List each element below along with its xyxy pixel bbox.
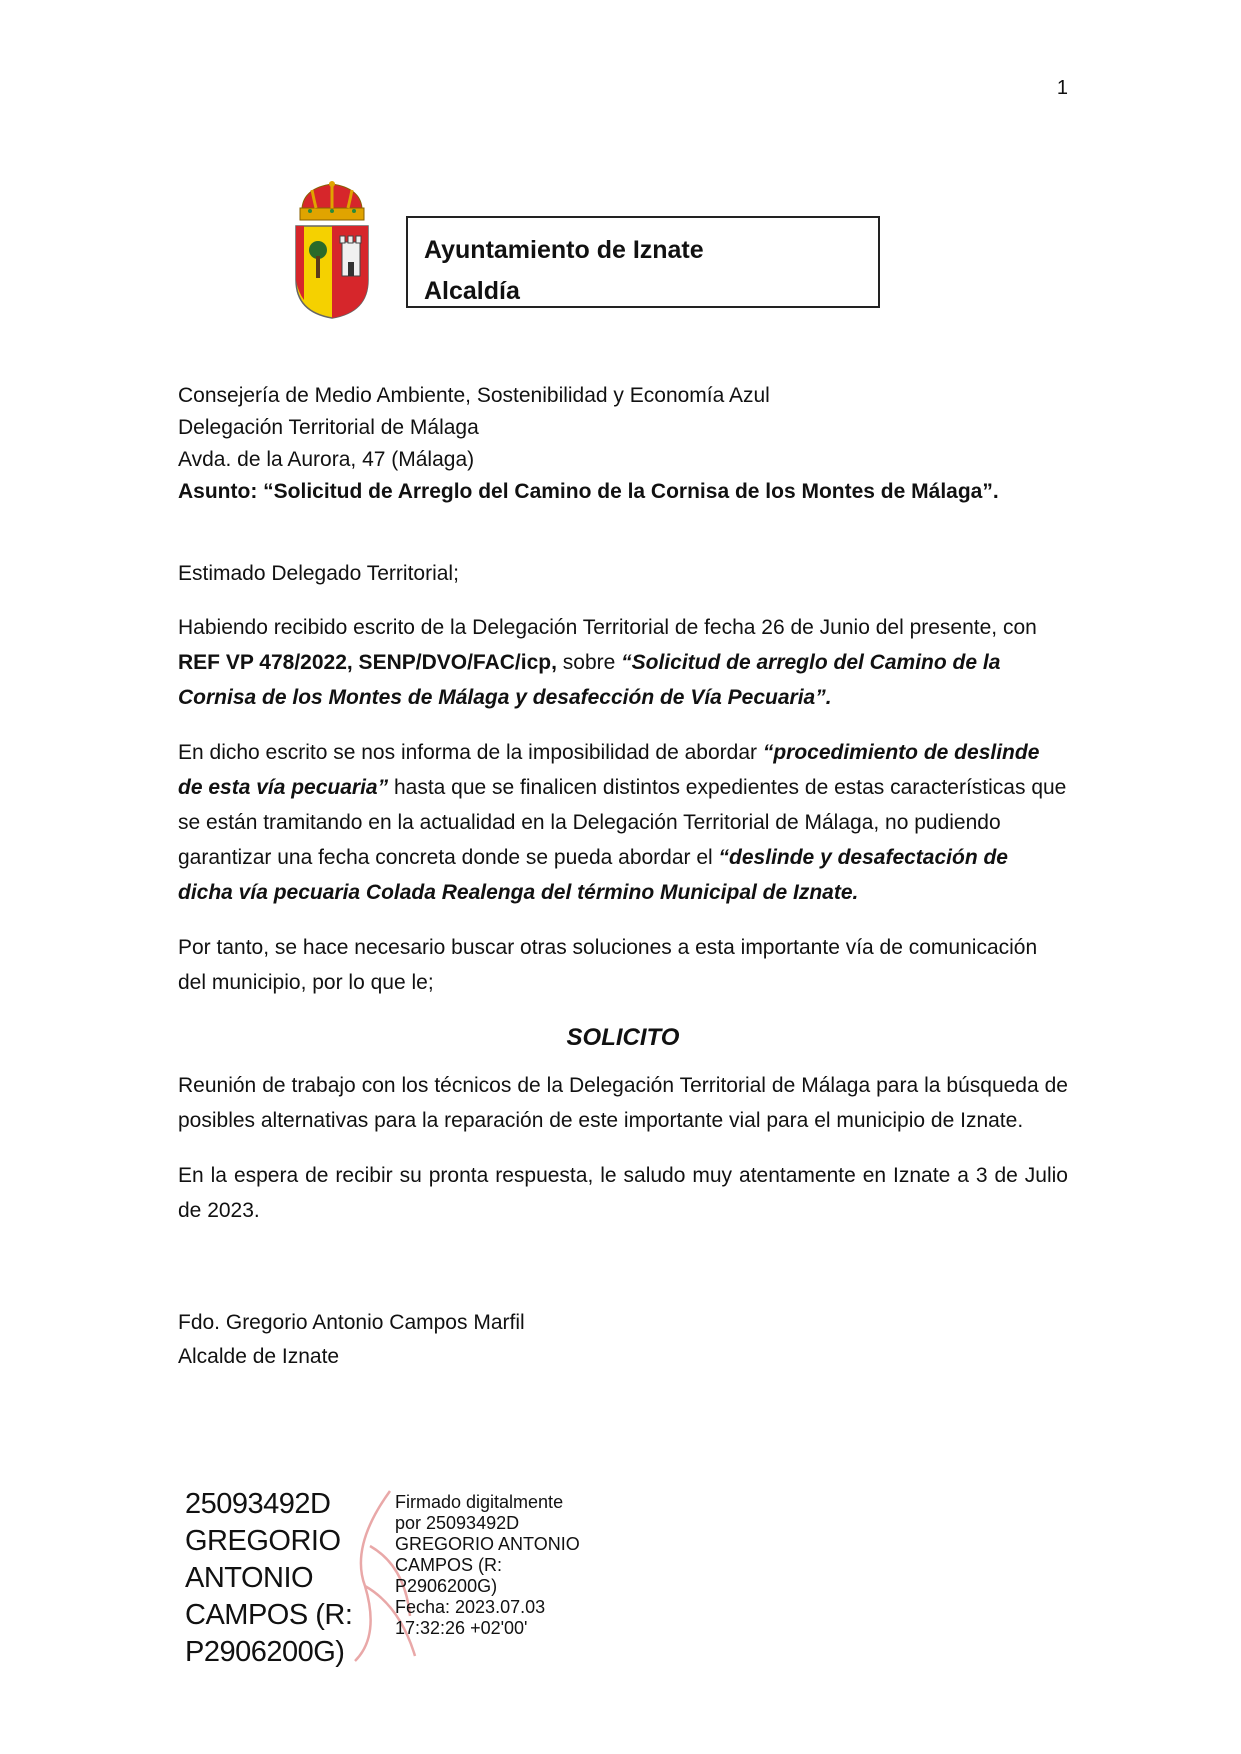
paragraph — [178, 735, 1068, 910]
signature-detail-line: P2906200G) — [395, 1576, 498, 1596]
request-heading: SOLICITO — [566, 1024, 680, 1051]
signature-id-line: 25093492D — [185, 1488, 331, 1520]
paragraph: En la espera de recibir su pronta respuesta, le saludo muy atentamente en Iznate a 3 de Julio de 2023. — [178, 1164, 1068, 1222]
signature-id-line: CAMPOS (R: — [185, 1599, 353, 1631]
digital-signature-id — [185, 1486, 365, 1671]
signature-detail-line: Firmado digitalmente — [395, 1492, 564, 1512]
signature-detail-line: 17:32:26 +02'00' — [395, 1618, 528, 1638]
signatory-name: Fdo. Gregorio Antonio Campos Marfil — [178, 1311, 525, 1334]
signature-detail-line: GREGORIO ANTONIO — [395, 1534, 580, 1554]
signature-detail-line: por 25093492D — [395, 1513, 520, 1533]
signature-id-line: ANTONIO — [185, 1562, 314, 1594]
institution-department: Alcaldía — [424, 277, 520, 305]
recipient-address — [178, 380, 1068, 508]
address-line: Avda. de la Aurora, 47 (Málaga) — [178, 448, 475, 471]
address-line: Consejería de Medio Ambiente, Sostenibilidad y Economía Azul — [178, 384, 770, 407]
signature-id-line: GREGORIO — [185, 1525, 341, 1557]
address-line: Delegación Territorial de Málaga — [178, 416, 479, 439]
signatory-role: Alcalde de Iznate — [178, 1345, 340, 1368]
signature-detail-line: Fecha: 2023.07.03 — [395, 1597, 546, 1617]
crown-icon — [300, 181, 364, 220]
signature-detail-line: CAMPOS (R: — [395, 1555, 503, 1575]
paragraph-text: sobre — [556, 651, 622, 674]
greeting: Estimado Delegado Territorial; — [178, 562, 459, 585]
paragraph: Por tanto, se hace necesario buscar otras soluciones a esta importante vía de comunicación del municipio, por lo que le; — [178, 936, 1038, 994]
letter-body — [178, 380, 1068, 1374]
institution-header — [406, 216, 880, 308]
signature-block — [178, 1306, 1068, 1374]
quoted-text: “deslinde y desafectación de dicha vía pecuaria Colada Realenga del término Municipal de Iznate. — [178, 846, 1008, 904]
subject-line: Asunto: “Solicitud de Arreglo del Camino de la Cornisa de los Montes de Málaga”. — [178, 480, 999, 503]
quoted-title: “Solicitud de arreglo del Camino de la Cornisa de los Montes de Málaga y desafección de Vía Pecuaria”. — [178, 651, 1001, 709]
signature-id-line: P2906200G) — [185, 1636, 345, 1668]
coat-of-arms-icon — [290, 180, 374, 320]
institution-name: Ayuntamiento de Iznate — [424, 236, 704, 264]
paragraph-text: Habiendo recibido escrito de la Delegación Territorial de fecha 26 de Junio del presente, con — [178, 616, 1037, 639]
reference-code: REF VP 478/2022, SENP/DVO/FAC/icp, — [178, 651, 557, 674]
paragraph: Reunión de trabajo con los técnicos de la Delegación Territorial de Málaga para la búsqueda de posibles alternativas para la reparación de este importante vial para el municipio de Iznate. — [178, 1074, 1068, 1132]
quoted-text: “procedimiento de deslinde de esta vía pecuaria” — [178, 741, 1040, 799]
digital-signature-details — [395, 1492, 625, 1639]
shield-icon — [296, 226, 368, 318]
paragraph — [178, 610, 1068, 715]
paragraph-text: En dicho escrito se nos informa de la imposibilidad de abordar — [178, 741, 763, 764]
paragraph-text: hasta que se finalicen distintos expedientes de estas características que se están tramitando en la actualidad en la Delegación Territorial de Málaga, no pudiendo garantizar una fecha concreta donde se pueda abordar el — [178, 776, 1067, 869]
page-number: 1 — [1056, 77, 1068, 99]
